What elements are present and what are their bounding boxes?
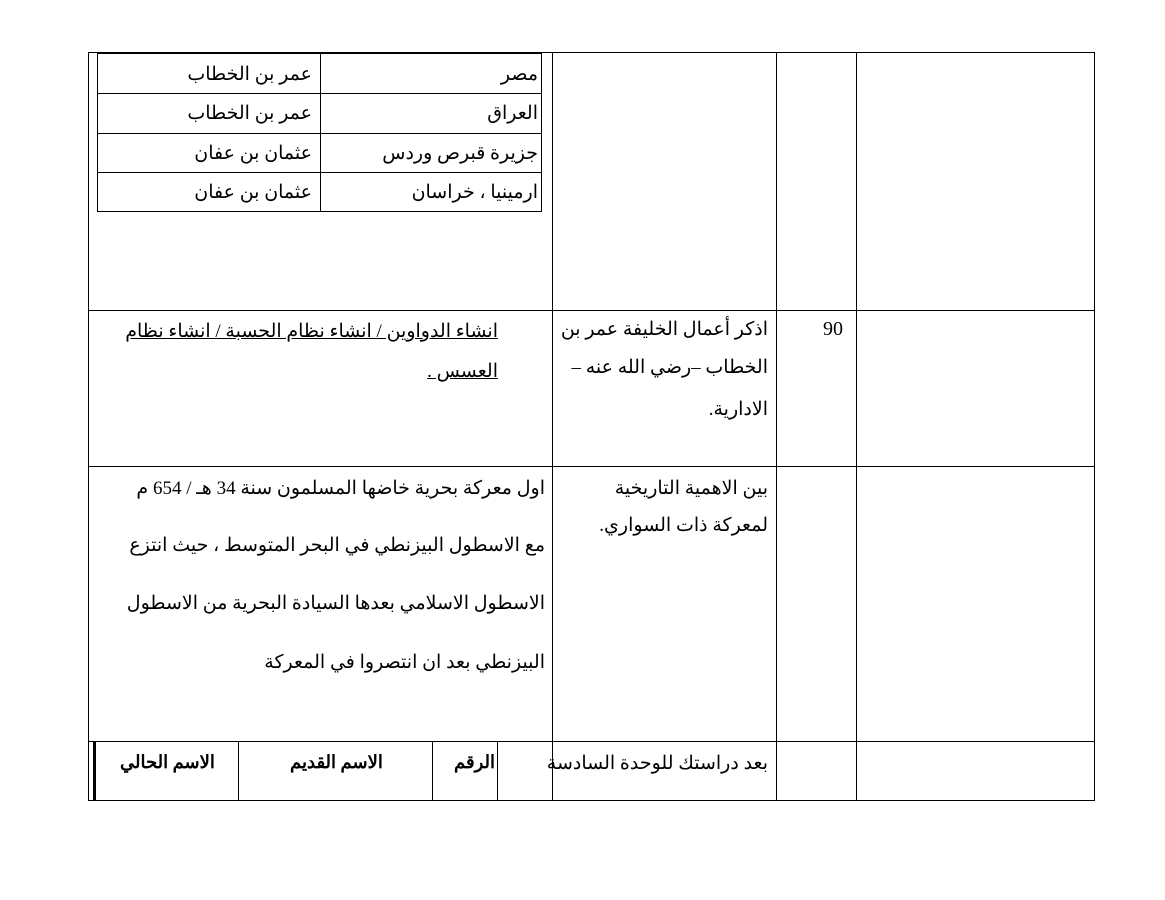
question-text-line: الادارية. bbox=[708, 399, 768, 420]
answer-text-line: الاسطول الاسلامي بعدها السيادة البحرية من الاسطول bbox=[126, 593, 545, 614]
question-text-line: لمعركة ذات السواري. bbox=[599, 515, 768, 536]
countries-table-row-divider bbox=[97, 133, 542, 134]
header-number: الرقم bbox=[454, 752, 496, 772]
caliph-cell: عمر بن الخطاب bbox=[187, 64, 312, 85]
country-cell: جزيرة قبرص وردس bbox=[382, 143, 538, 164]
question-text-line: اذكر أعمال الخليفة عمر بن bbox=[560, 319, 768, 340]
column-divider-question bbox=[776, 52, 777, 801]
country-cell: العراق bbox=[487, 103, 538, 124]
question-text-line: بين الاهمية التاريخية bbox=[614, 478, 768, 499]
names-header-divider bbox=[238, 741, 239, 801]
header-current-name: الاسم الحالي bbox=[120, 752, 215, 772]
question-number: 90 bbox=[823, 318, 843, 340]
caliph-cell: عمر بن الخطاب bbox=[187, 103, 312, 124]
row-divider-2 bbox=[88, 466, 1095, 467]
answer-text-line: انشاء الدواوين / انشاء نظام الحسبة / انشاء نظام bbox=[125, 321, 498, 342]
answer-text-line: البيزنطي بعد ان انتصروا في المعركة bbox=[264, 652, 545, 673]
country-cell: ارمينيا ، خراسان bbox=[411, 182, 538, 203]
answer-text-line: اول معركة بحرية خاضها المسلمون سنة 34 هـ / 654 م bbox=[136, 478, 545, 499]
caliph-cell: عثمان بن عفان bbox=[194, 143, 312, 164]
country-cell: مصر bbox=[500, 64, 538, 85]
header-old-name: الاسم القديم bbox=[290, 752, 383, 772]
countries-table-row-divider bbox=[97, 93, 542, 94]
row-divider-1 bbox=[88, 310, 1095, 311]
answer-text-line: العسس . bbox=[427, 361, 498, 382]
column-divider-answer bbox=[552, 52, 553, 801]
answer-text-line: مع الاسطول البيزنطي في البحر المتوسط ، حيث انتزع bbox=[129, 535, 545, 556]
unit-prompt: بعد دراستك للوحدة السادسة bbox=[546, 753, 768, 774]
names-header-divider bbox=[432, 741, 433, 801]
caliph-cell: عثمان بن عفان bbox=[194, 182, 312, 203]
column-divider-number bbox=[856, 52, 857, 801]
countries-table-row-divider bbox=[97, 172, 542, 173]
question-text-line: الخطاب –رضي الله عنه – bbox=[571, 357, 768, 378]
